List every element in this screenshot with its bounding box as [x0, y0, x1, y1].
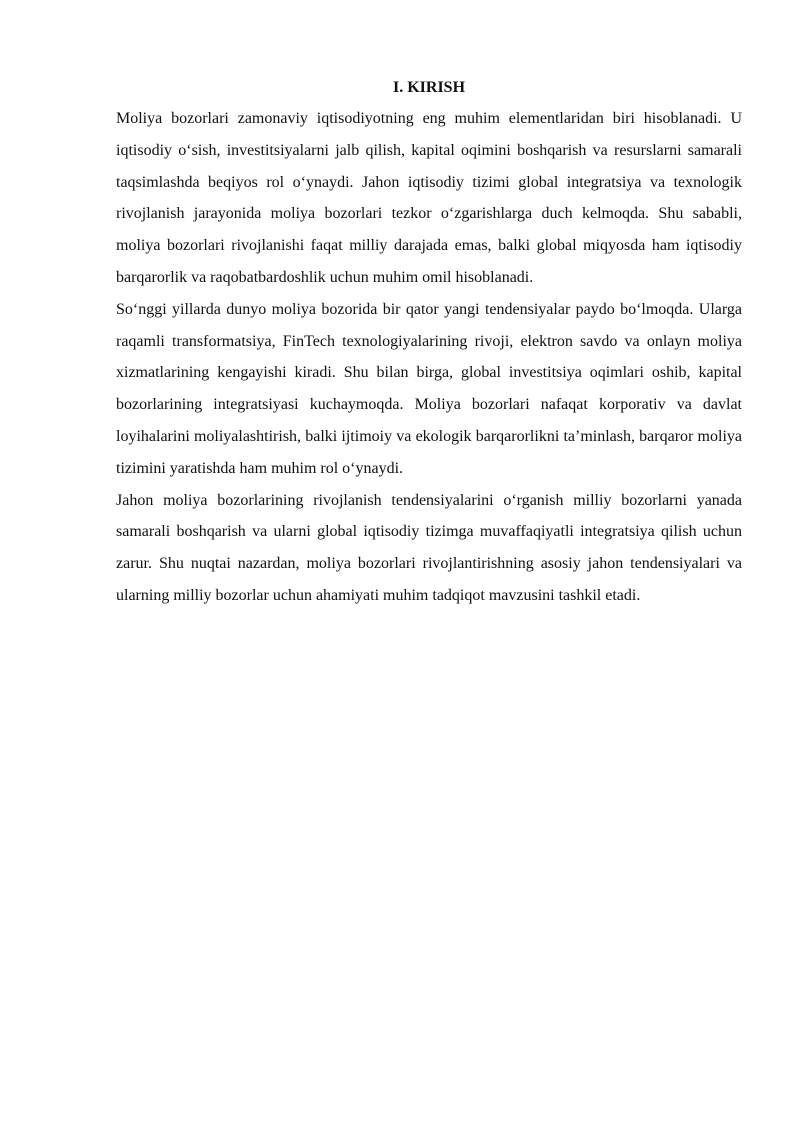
paragraph-1: Moliya bozorlari zamonaviy iqtisodiyotning eng muhim elementlaridan biri hisoblanadi. U iqtisodiy o‘sish, investitsiyalarni jalb qilish, kapital oqimini boshqarish va resurslarni samarali taqsimlashda beqiyos rol o‘ynaydi. Jahon iqtisodiy tizimi global integratsiya va texnologik rivojlanish jarayonida moliya bozorlari tezkor o‘zgarishlarga duch kelmoqda. Shu sababli, moliya bozorlari rivojlanishi faqat milliy darajada emas, balki global miqyosda ham iqtisodiy barqarorlik va raqobatbardoshlik uchun muhim omil hisoblanadi. [116, 110, 742, 286]
paragraph-2: So‘nggi yillarda dunyo moliya bozorida bir qator yangi tendensiyalar paydo bo‘lmoqda. Ularga raqamli transformatsiya, FinTech texnologiyalarining rivoji, elektron savdo va onlayn moliya xizmatlarining kengayishi kiradi. Shu bilan birga, global investitsiya oqimlari oshib, kapital bozorlarining integratsiyasi kuchaymoqda. Moliya bozorlari nafaqat korporativ va davlat loyihalarini moliyalashtirish, balki ijtimoiy va ekologik barqarorlikni ta’minlash, barqaror moliya tizimini yaratishda ham muhim rol o‘ynaydi. [116, 300, 742, 477]
section-heading: I. KIRISH [392, 79, 466, 96]
paragraph-3: Jahon moliya bozorlarining rivojlanish tendensiyalarini o‘rganish milliy bozorlarni yanada samarali boshqarish va ularni global iqtisodiy tizimga muvaffaqiyatli integratsiya qilish uchun zarur. Shu nuqtai nazardan, moliya bozorlari rivojlantirishning asosiy jahon tendensiyalari va ularning milliy bozorlar uchun ahamiyati muhim tadqiqot mavzusini tashkil etadi. [116, 491, 742, 604]
